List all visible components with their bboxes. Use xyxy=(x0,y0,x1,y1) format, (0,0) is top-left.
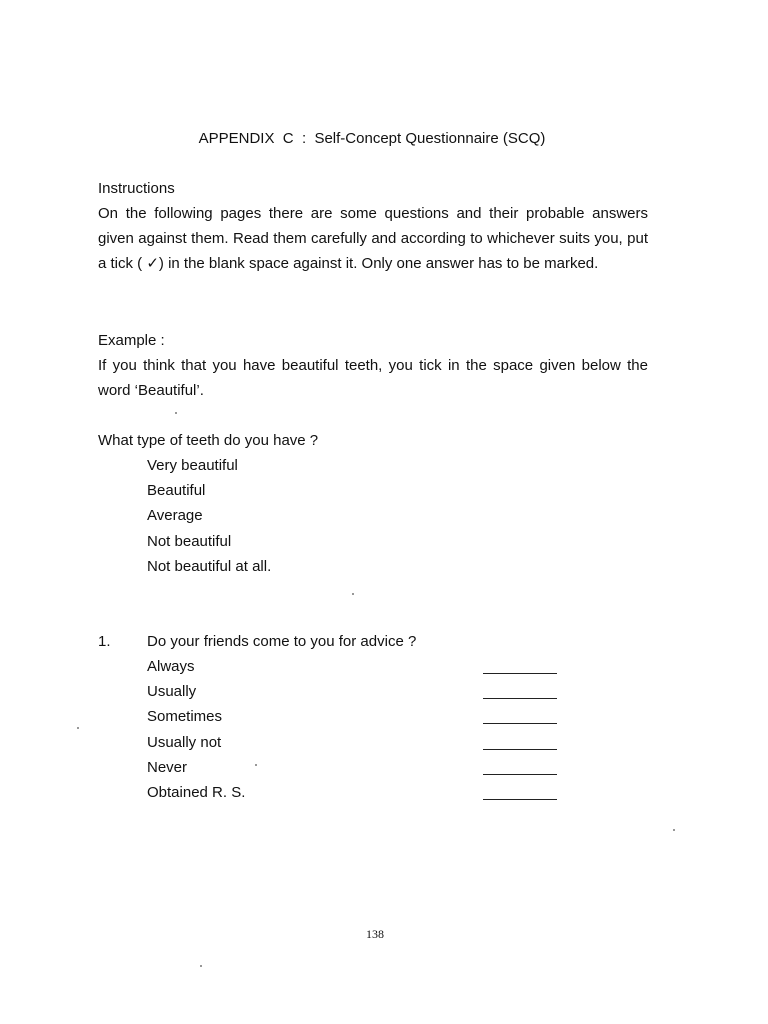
example-option: Beautiful xyxy=(147,482,206,500)
scan-speck xyxy=(673,829,675,831)
answer-blank[interactable] xyxy=(483,723,557,724)
answer-blank[interactable] xyxy=(483,749,557,750)
answer-row xyxy=(147,780,567,805)
answer-row xyxy=(147,755,567,780)
example-text: If you think that you have beautiful teeth, you tick in the space given below the word ‘Beautiful’. xyxy=(98,357,648,399)
scan-speck xyxy=(200,965,202,967)
scan-speck xyxy=(352,593,354,595)
answer-blank[interactable] xyxy=(483,698,557,699)
example-question xyxy=(98,428,648,453)
page-title: APPENDIX C : Self-Concept Questionnaire (SCQ) xyxy=(198,130,546,147)
example-heading: Example : xyxy=(98,332,165,349)
example-option: Not beautiful xyxy=(147,532,232,550)
example-options xyxy=(147,453,271,579)
answer-row xyxy=(147,679,567,704)
answer-blank[interactable] xyxy=(483,673,557,674)
answer-label: Usually not xyxy=(147,733,222,751)
answer-label: Obtained R. S. xyxy=(147,783,246,801)
question-text: Do your friends come to you for advice ? xyxy=(147,633,417,650)
answer-blank[interactable] xyxy=(483,799,557,800)
scan-speck xyxy=(175,412,177,414)
page-number: 138 xyxy=(366,927,384,941)
answer-label: Usually xyxy=(147,683,197,701)
answer-row xyxy=(147,730,567,755)
example-section xyxy=(98,328,648,403)
answer-row xyxy=(147,704,567,729)
instructions-text: On the following pages there are some questions and their probable answers given against them. Read them carefully and according to whichever suits you, put a tick ( ✓) in the blank space against it. Only one answer has to be marked. xyxy=(98,205,648,272)
answer-blank[interactable] xyxy=(483,774,557,775)
instructions-section xyxy=(98,176,648,276)
instructions-heading: Instructions xyxy=(98,180,175,197)
answer-row xyxy=(147,654,567,679)
example-option: Average xyxy=(147,507,203,525)
answer-label: Never xyxy=(147,758,188,776)
scan-speck xyxy=(77,727,79,729)
question-number: 1. xyxy=(98,633,111,650)
example-option: Very beautiful xyxy=(147,457,238,474)
answer-label: Always xyxy=(147,658,195,675)
example-question-text: What type of teeth do you have ? xyxy=(98,432,319,449)
scan-speck xyxy=(255,764,257,766)
answer-label: Sometimes xyxy=(147,708,223,726)
example-option: Not beautiful at all. xyxy=(147,557,272,575)
answer-list xyxy=(147,654,567,805)
